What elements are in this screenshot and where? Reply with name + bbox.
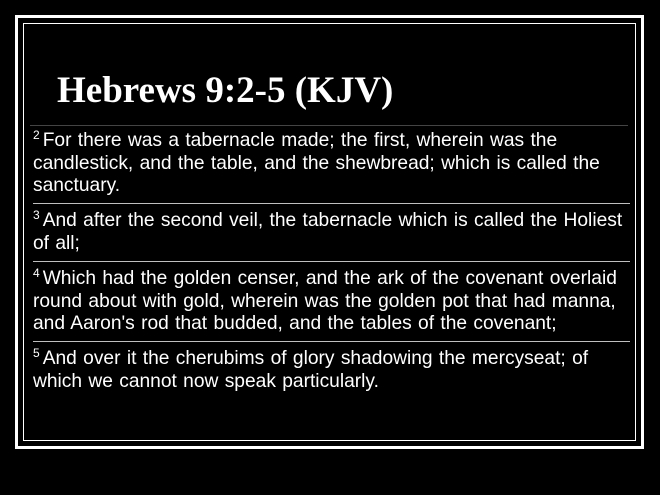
verse-number: 3	[33, 208, 40, 222]
title-underline	[30, 125, 628, 126]
verse-text: Which had the golden censer, and the ark of the covenant overlaid round about with gold, wherein was the golden pot that had manna, and Aaron's rod that budded, and the tables of the covenant;	[33, 268, 617, 334]
verse-text: And over it the cherubims of glory shadowing the mercyseat; of which we cannot now speak particularly.	[33, 348, 589, 392]
verse-number: 2	[33, 128, 40, 142]
slide-title: Hebrews 9:2-5 (KJV)	[57, 70, 394, 111]
verse-item	[33, 203, 630, 259]
verse-number: 5	[33, 346, 40, 360]
verse-text: And after the second veil, the tabernacle which is called the Holiest of all;	[33, 210, 623, 254]
verse-list	[33, 130, 630, 397]
verse-item	[33, 130, 630, 201]
verse-text: For there was a tabernacle made; the first, wherein was the candlestick, and the table, and the shewbread; which is called the sanctuary.	[33, 130, 600, 196]
verse-item	[33, 341, 630, 397]
verse-number: 4	[33, 266, 40, 280]
verse-item	[33, 261, 630, 339]
